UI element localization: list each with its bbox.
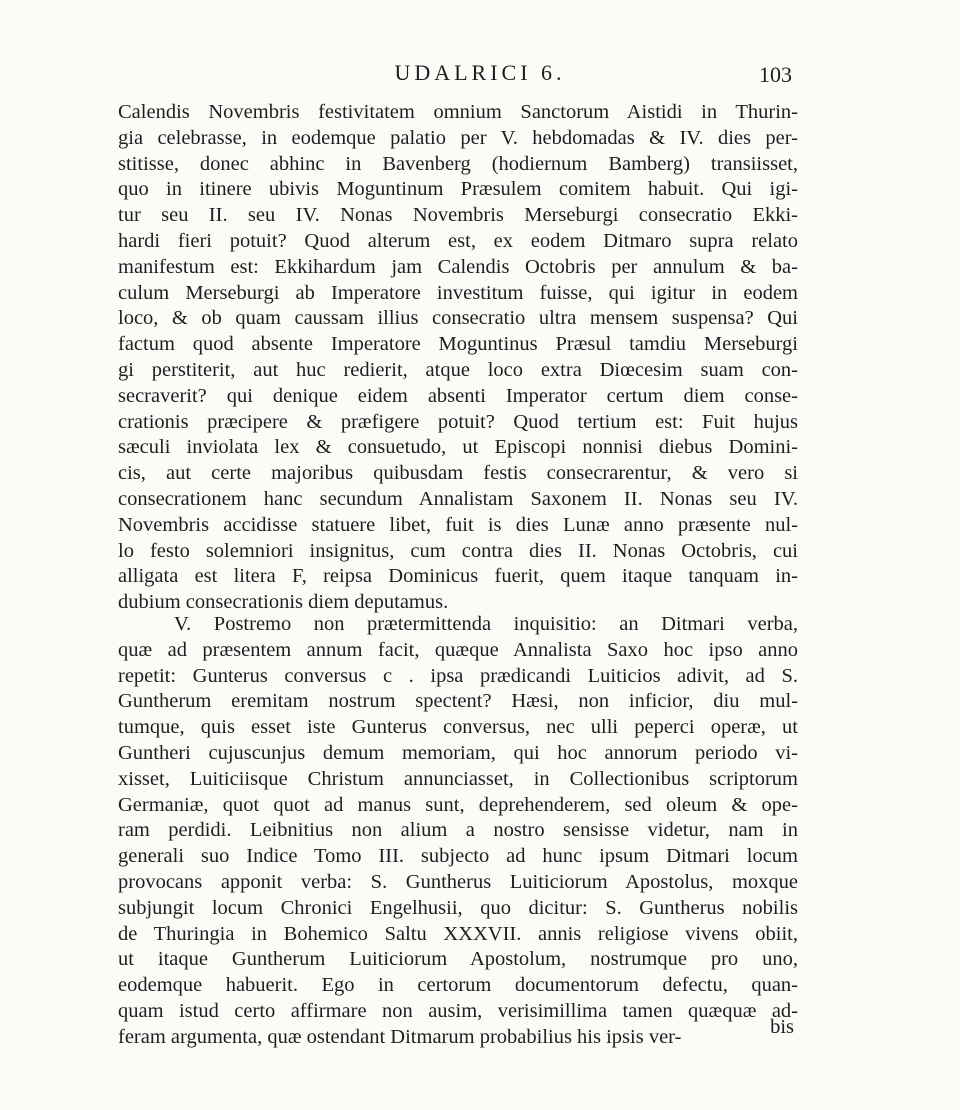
text-line: factum quod absente Imperatore Moguntinus Præsul tamdiu Merseburgi bbox=[118, 333, 798, 356]
text-line: Guntherum eremitam nostrum spectent? Hæsi, non inficior, diu mul- bbox=[118, 690, 798, 713]
paragraph-1 bbox=[118, 100, 798, 616]
text-line: hardi fieri potuit? Quod alterum est, ex eodem Ditmaro supra relato bbox=[118, 229, 798, 252]
text-line: de Thuringia in Bohemico Saltu XXXVII. annis religiose vivens obiit, bbox=[118, 922, 798, 945]
text-line: generali suo Indice Tomo III. subjecto ad hunc ipsum Ditmari locum bbox=[118, 845, 798, 868]
text-line: Germaniæ, quot quot ad manus sunt, deprehenderem, sed oleum & ope- bbox=[118, 793, 798, 816]
catchword: bis bbox=[770, 1016, 794, 1038]
text-line: xisset, Luiticiisque Christum annunciasset, in Collectionibus scriptorum bbox=[118, 767, 798, 790]
text-line: feram argumenta, quæ ostendant Ditmarum probabilius his ipsis ver- bbox=[118, 1025, 682, 1048]
page-number: 103 bbox=[759, 62, 792, 87]
text-line: secraverit? qui denique eidem absenti Imperator certum diem conse- bbox=[118, 384, 798, 407]
text-line: quæ ad præsentem annum facit, quæque Annalista Saxo hoc ipso anno bbox=[118, 638, 798, 661]
text-line: lo festo solemniori insignitus, cum contra dies II. Nonas Octobris, cui bbox=[118, 539, 798, 562]
text-line: crationis præcipere & præfigere potuit? Quod tertium est: Fuit hujus bbox=[118, 410, 798, 433]
text-line: culum Merseburgi ab Imperatore investitum fuisse, qui igitur in eodem bbox=[118, 281, 798, 304]
text-line: tumque, quis esset iste Gunterus conversus, nec ulli peperci operæ, ut bbox=[118, 716, 798, 739]
running-head: UDALRICI 6. bbox=[394, 60, 566, 85]
text-line: eodemque habuerit. Ego in certorum documentorum defectu, quan- bbox=[118, 974, 798, 997]
text-line: subjungit locum Chronici Engelhusii, quo dicitur: S. Guntherus nobilis bbox=[118, 896, 798, 919]
text-line: Calendis Novembris festivitatem omnium Sanctorum Aistidi in Thurin- bbox=[118, 101, 798, 123]
text-line: dubium consecrationis diem deputamus. bbox=[118, 591, 449, 614]
text-line: quam istud certo affirmare non ausim, verisimillima tamen quæquæ ad- bbox=[118, 999, 798, 1022]
text-line: quo in itinere ubivis Moguntinum Præsulem comitem habuit. Qui igi- bbox=[118, 178, 798, 201]
paragraph-2 bbox=[118, 612, 798, 1051]
text-line: gi perstiterit, aut huc redierit, atque loco extra Diœcesim suam con- bbox=[118, 358, 798, 381]
text-line: cis, aut certe majoribus quibusdam festis consecrarentur, & vero si bbox=[118, 462, 798, 485]
text-line: alligata est litera F, reipsa Dominicus fuerit, quem itaque tanquam in- bbox=[118, 565, 798, 588]
text-line: ram perdidi. Leibnitius non alium a nostro sensisse videtur, nam in bbox=[118, 819, 798, 842]
text-line: loco, & ob quam caussam illius consecratio ultra mensem suspensa? Qui bbox=[118, 307, 798, 330]
text-line: stitisse, donec abhinc in Bavenberg (hodiernum Bamberg) transiisset, bbox=[118, 152, 798, 175]
text-line: Novembris accidisse statuere libet, fuit is dies Lunæ anno præsente nul- bbox=[118, 513, 798, 536]
text-line: repetit: Gunterus conversus c . ipsa prædicandi Luiticios adivit, ad S. bbox=[118, 664, 798, 687]
text-line: tur seu II. seu IV. Nonas Novembris Merseburgi consecratio Ekki- bbox=[118, 204, 798, 227]
text-line: V. Postremo non prætermittenda inquisitio: an Ditmari verba, bbox=[174, 613, 798, 635]
text-line: Guntheri cujuscunjus demum memoriam, qui hoc annorum periodo vi- bbox=[118, 741, 798, 764]
text-line: provocans apponit verba: S. Guntherus Luiticiorum Apostolus, moxque bbox=[118, 870, 798, 893]
text-line: sæculi inviolata lex & consuetudo, ut Episcopi nonnisi diebus Domini- bbox=[118, 436, 798, 459]
text-line: manifestum est: Ekkihardum jam Calendis Octobris per annulum & ba- bbox=[118, 255, 798, 278]
text-line: gia celebrasse, in eodemque palatio per V. hebdomadas & IV. dies per- bbox=[118, 126, 798, 149]
text-line: consecrationem hanc secundum Annalistam Saxonem II. Nonas seu IV. bbox=[118, 487, 798, 510]
text-line: ut itaque Guntherum Luiticiorum Apostolum, nostrumque pro uno, bbox=[118, 948, 798, 971]
